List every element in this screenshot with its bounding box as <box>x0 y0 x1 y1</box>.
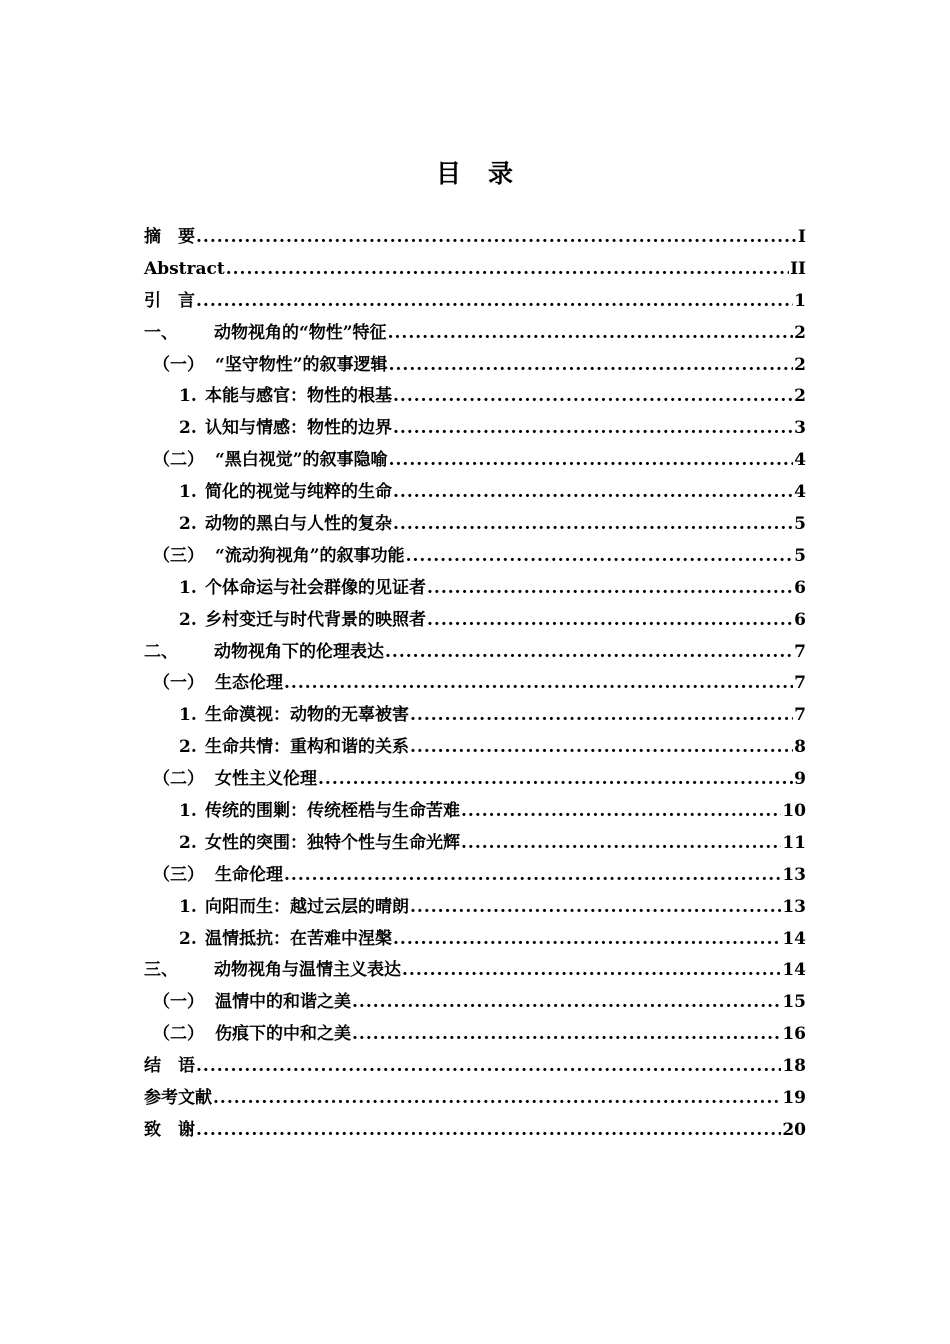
toc-entry-page-number: 14 <box>782 928 806 949</box>
toc-entry-page-number: 20 <box>782 1119 806 1140</box>
toc-dot-leader <box>402 955 781 987</box>
toc-entry-page-number: 7 <box>794 705 806 726</box>
toc-entry-title: 结 语 <box>144 1056 195 1077</box>
toc-entry-title: 女性的突围：独特个性与生命光辉 <box>205 832 460 853</box>
toc-entry-number: 1. <box>179 577 197 598</box>
toc-entry-page-number: II <box>790 258 806 279</box>
toc-dot-leader <box>213 1083 781 1115</box>
toc-dot-leader <box>393 477 793 509</box>
toc-entry-number: （三） <box>153 864 204 885</box>
toc-entry-page-number: 9 <box>794 769 806 790</box>
toc-entry-number: 二、 <box>144 641 178 662</box>
toc-entry[interactable] <box>144 445 806 477</box>
toc-entry[interactable] <box>144 955 806 987</box>
toc-entry-page-number: 16 <box>782 1024 806 1045</box>
toc-entry-number: （二） <box>153 769 204 790</box>
toc-entry-number: 2. <box>179 418 197 439</box>
toc-entry-page-number: 2 <box>794 322 806 343</box>
toc-entry-title: 动物视角与温情主义表达 <box>214 960 401 981</box>
toc-entry-title: 女性主义伦理 <box>215 769 317 790</box>
toc-entry-number: （三） <box>153 545 204 566</box>
toc-entry-page-number: 2 <box>794 354 806 375</box>
toc-entry[interactable] <box>144 605 806 637</box>
toc-entry-title: 简化的视觉与纯粹的生命 <box>205 482 392 503</box>
toc-entry-page-number: 6 <box>794 577 806 598</box>
toc-entry-number: 三、 <box>144 960 178 981</box>
toc-entry-title: 本能与感官：物性的根基 <box>205 386 392 407</box>
toc-entry[interactable] <box>144 318 806 350</box>
toc-entry[interactable] <box>144 860 806 892</box>
toc-entry-title: 动物的黑白与人性的复杂 <box>205 514 392 535</box>
toc-entry-number: 1. <box>179 705 197 726</box>
toc-entry-page-number: 6 <box>794 609 806 630</box>
toc-entry-title: 温情抵抗：在苦难中涅槃 <box>205 928 392 949</box>
toc-entry-page-number: 4 <box>794 450 806 471</box>
toc-entry-title: “流动狗视角”的叙事功能 <box>215 545 405 566</box>
toc-entry-page-number: 10 <box>782 801 806 822</box>
toc-dot-leader <box>427 573 793 605</box>
toc-entry[interactable] <box>144 509 806 541</box>
toc-entry[interactable] <box>144 413 806 445</box>
toc-entry[interactable] <box>144 222 806 254</box>
toc-dot-leader <box>196 286 793 318</box>
toc-dot-leader <box>352 987 781 1019</box>
toc-entry[interactable] <box>144 732 806 764</box>
toc-dot-leader <box>393 509 793 541</box>
toc-dot-leader <box>410 732 793 764</box>
toc-entry-number: 1. <box>179 386 197 407</box>
toc-entry[interactable] <box>144 987 806 1019</box>
toc-entry-title: “黑白视觉”的叙事隐喻 <box>215 450 388 471</box>
toc-entry-title: 致 谢 <box>144 1119 195 1140</box>
toc-entry-title: “坚守物性”的叙事逻辑 <box>215 354 388 375</box>
toc-dot-leader <box>410 700 793 732</box>
toc-entry[interactable] <box>144 541 806 573</box>
toc-dot-leader <box>385 637 793 669</box>
toc-entry[interactable] <box>144 1019 806 1051</box>
toc-entry-page-number: 5 <box>794 545 806 566</box>
toc-entry-number: 2. <box>179 928 197 949</box>
toc-dot-leader <box>196 1051 781 1083</box>
toc-entry-number: （一） <box>153 673 204 694</box>
toc-dot-leader <box>284 668 793 700</box>
page-title: 目 录 <box>435 159 514 188</box>
toc-dot-leader <box>352 1019 781 1051</box>
toc-entry-title: 摘 要 <box>144 227 195 247</box>
toc-dot-leader <box>393 413 793 445</box>
toc-entry-page-number: 13 <box>782 864 806 885</box>
toc-entry-title: 认知与情感：物性的边界 <box>205 418 392 439</box>
toc-dot-leader <box>393 381 793 413</box>
toc-entry-page-number: 1 <box>794 290 806 311</box>
toc-entry-page-number: 5 <box>794 514 806 535</box>
toc-dot-leader <box>284 860 781 892</box>
toc-dot-leader <box>461 828 781 860</box>
toc-dot-leader <box>388 318 794 350</box>
toc-dot-leader <box>226 254 789 286</box>
toc-entry-number: 一、 <box>144 322 178 343</box>
toc-entry-page-number: 11 <box>782 832 806 853</box>
toc-entry[interactable] <box>144 668 806 700</box>
toc-entry-number: （二） <box>153 450 204 471</box>
toc-entry[interactable] <box>144 381 806 413</box>
toc-dot-leader <box>461 796 781 828</box>
toc-entry-page-number: I <box>798 227 806 247</box>
toc-entry-title: 温情中的和谐之美 <box>215 992 351 1013</box>
toc-entry-page-number: 4 <box>794 482 806 503</box>
toc-dot-leader <box>427 605 793 637</box>
toc-dot-leader <box>406 541 794 573</box>
toc-entry-title: 动物视角的“物性”特征 <box>214 322 387 343</box>
toc-entry-title: 伤痕下的中和之美 <box>215 1024 351 1045</box>
toc-dot-leader <box>196 222 797 254</box>
toc-entry[interactable] <box>144 796 806 828</box>
toc-entry[interactable] <box>144 350 806 382</box>
toc-entry-title: 传统的围剿：传统桎梏与生命苦难 <box>205 801 460 822</box>
toc-entry-page-number: 2 <box>794 386 806 407</box>
toc-entry-number: 2. <box>179 609 197 630</box>
toc-entry-number: （一） <box>153 992 204 1013</box>
toc-entry[interactable] <box>144 1083 806 1115</box>
toc-entry[interactable] <box>144 254 806 286</box>
toc-entry-title: 生命伦理 <box>215 864 283 885</box>
toc-entry-title: 个体命运与社会群像的见证者 <box>205 577 426 598</box>
toc-entry-title: 引 言 <box>144 290 195 311</box>
toc-entry-page-number: 8 <box>794 737 806 758</box>
toc-entry-page-number: 19 <box>782 1088 806 1109</box>
toc-entry[interactable] <box>144 764 806 796</box>
toc-entry-title: 参考文献 <box>144 1088 212 1109</box>
toc-dot-leader <box>318 764 793 796</box>
toc-entry-title: 动物视角下的伦理表达 <box>214 641 384 662</box>
toc-entry-number: 2. <box>179 832 197 853</box>
toc-entry-number: （二） <box>153 1024 204 1045</box>
toc-entry-number: 2. <box>179 514 197 535</box>
toc-entry-number: 2. <box>179 737 197 758</box>
toc-entry[interactable] <box>144 892 806 924</box>
toc-entry[interactable] <box>144 573 806 605</box>
toc-dot-leader <box>389 445 794 477</box>
toc-entry-page-number: 3 <box>794 418 806 439</box>
toc-entry-page-number: 7 <box>794 641 806 662</box>
toc-entry[interactable] <box>144 700 806 732</box>
toc-entry[interactable] <box>144 924 806 956</box>
toc-entry-title: Abstract <box>144 258 225 279</box>
toc-entry[interactable] <box>144 286 806 318</box>
table-of-contents <box>144 222 806 1147</box>
toc-entry[interactable] <box>144 828 806 860</box>
toc-dot-leader <box>389 350 794 382</box>
toc-entry-number: （一） <box>153 354 204 375</box>
toc-dot-leader <box>196 1115 781 1147</box>
toc-entry-page-number: 18 <box>782 1056 806 1077</box>
toc-entry-title: 生命共情：重构和谐的关系 <box>205 737 409 758</box>
toc-entry-page-number: 14 <box>782 960 806 981</box>
toc-entry[interactable] <box>144 477 806 509</box>
toc-entry[interactable] <box>144 1051 806 1083</box>
toc-entry-title: 乡村变迁与时代背景的映照者 <box>205 609 426 630</box>
toc-entry-number: 1. <box>179 482 197 503</box>
toc-entry-page-number: 7 <box>794 673 806 694</box>
toc-dot-leader <box>410 892 781 924</box>
toc-entry-number: 1. <box>179 896 197 917</box>
toc-dot-leader <box>393 924 781 956</box>
toc-entry-title: 生命漠视：动物的无辜被害 <box>205 705 409 726</box>
toc-entry-page-number: 13 <box>782 896 806 917</box>
toc-entry[interactable] <box>144 637 806 669</box>
toc-entry[interactable] <box>144 1115 806 1147</box>
toc-entry-number: 1. <box>179 801 197 822</box>
toc-entry-page-number: 15 <box>782 992 806 1013</box>
toc-entry-title: 生态伦理 <box>215 673 283 694</box>
toc-entry-title: 向阳而生：越过云层的晴朗 <box>205 896 409 917</box>
